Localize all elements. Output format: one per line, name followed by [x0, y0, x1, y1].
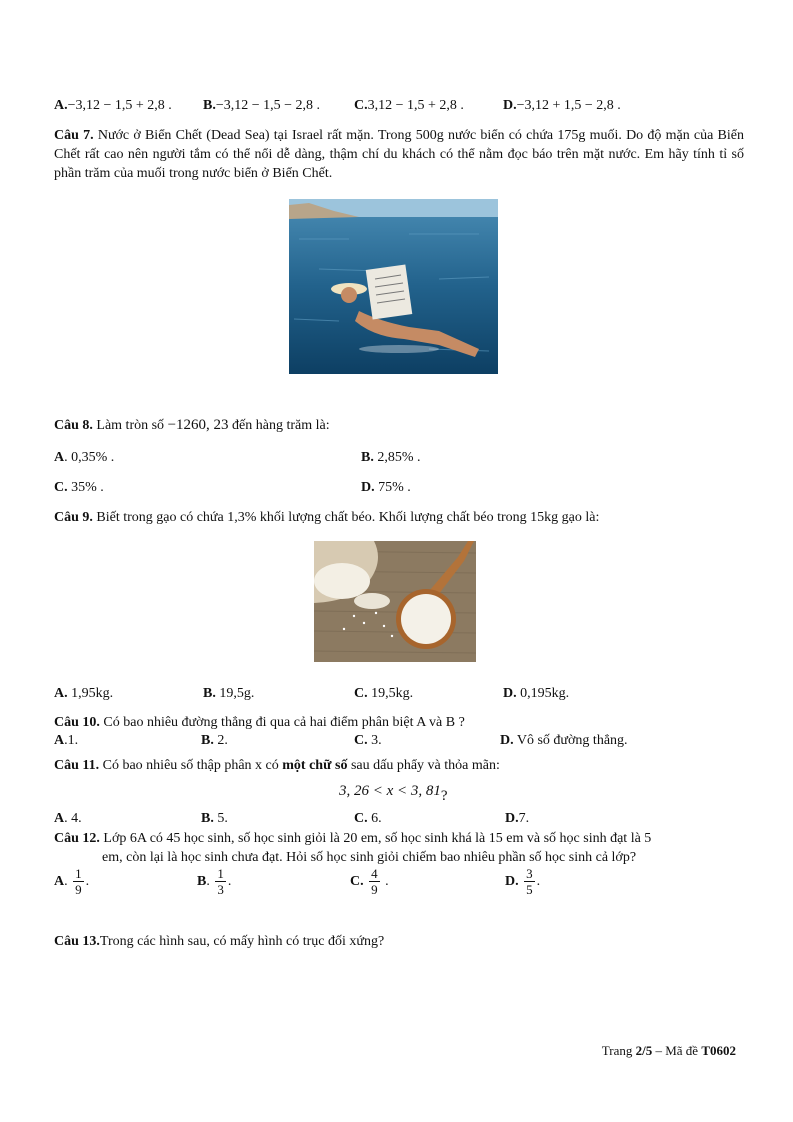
option-label: D. — [503, 686, 517, 701]
q10-option-a — [54, 731, 78, 750]
numerator: 1 — [217, 866, 224, 881]
inequality-text: 3, 26 < x < 3, 81 — [339, 783, 441, 799]
option-text: .1. — [64, 733, 79, 748]
q9-option-c — [354, 684, 413, 703]
option-label: A — [54, 811, 65, 826]
option-text: 2,85% . — [377, 450, 421, 465]
option-text: 1,95kg. — [71, 686, 114, 701]
option-text: −3,12 − 1,5 + 2,8 . — [67, 98, 172, 113]
option-text: . 0,35% . — [64, 450, 115, 465]
option-label: A — [54, 874, 65, 889]
question-text-bold: một chữ số — [282, 758, 348, 773]
q11-option-a — [54, 809, 82, 828]
option-text: 3,12 − 1,5 + 2,8 . — [367, 98, 464, 113]
q12-option-c: C. $\frac{4}{9}$ . — [350, 866, 389, 897]
question-text: Làm tròn số — [96, 418, 165, 433]
q6-option-a — [54, 96, 172, 115]
footer-code: T0602 — [701, 1043, 736, 1058]
q9-option-d — [503, 684, 569, 703]
option-label: C. — [350, 874, 364, 889]
footer-code-label: Mã đề — [665, 1043, 699, 1058]
option-text: −3,12 + 1,5 − 2,8 . — [516, 98, 621, 113]
option-label: D. — [505, 874, 519, 889]
q8-option-b — [361, 448, 421, 467]
dead-sea-photo — [289, 199, 498, 374]
question-text-after: sau dấu phẩy và thỏa mãn: — [350, 758, 500, 773]
option-text: 3. — [371, 733, 382, 748]
question-label: Câu 7. — [54, 128, 94, 143]
q11-question — [54, 756, 500, 775]
q8-option-a — [54, 448, 114, 467]
denominator: 9 — [75, 882, 82, 897]
q11-inequality — [339, 782, 448, 804]
q11-option-c — [354, 809, 382, 828]
option-label: B. — [201, 733, 214, 748]
option-text: 19,5g. — [219, 686, 255, 701]
fraction — [73, 866, 84, 897]
dead-sea-illustration — [289, 199, 498, 374]
q12-question-line2 — [102, 848, 636, 867]
numerator: 4 — [371, 866, 378, 881]
option-text: 6. — [371, 811, 382, 826]
q11-option-d — [505, 809, 529, 828]
inequality-question-mark: ? — [440, 788, 448, 804]
q12-option-b: B. $\frac{1}{3}$ . — [197, 866, 232, 897]
q12-option-d: D. $\frac{3}{5}$ . — [505, 866, 541, 897]
fraction — [215, 866, 226, 897]
q13-question — [54, 932, 384, 951]
numerator: 3 — [526, 866, 533, 881]
question-text-after: đến hàng trăm là: — [232, 418, 330, 433]
fraction — [369, 866, 380, 897]
q10-question — [54, 713, 465, 732]
option-text: 35% . — [71, 480, 104, 495]
question-text: Có bao nhiêu số thập phân x có — [102, 758, 279, 773]
option-label: A. — [54, 686, 68, 701]
option-label: D. — [361, 480, 375, 495]
option-label: C. — [354, 733, 368, 748]
q9-option-a — [54, 684, 113, 703]
q8-option-c — [54, 478, 104, 497]
option-text: . 4. — [64, 811, 82, 826]
option-text: 5. — [217, 811, 228, 826]
numerator: 1 — [75, 866, 82, 881]
q10-option-b — [201, 731, 228, 750]
question-text: em, còn lại là học sinh chưa đạt. Hỏi số học sinh giỏi chiếm bao nhiêu phần số học sinh cả lớp? — [102, 850, 637, 865]
fraction — [524, 866, 535, 897]
q12-option-a: A. $\frac{1}{9}$ . — [54, 866, 90, 897]
question-label: Câu 13. — [54, 934, 100, 949]
option-text: −3,12 − 1,5 − 2,8 . — [215, 98, 321, 113]
option-label: A — [54, 450, 65, 465]
option-text: 0,195kg. — [520, 686, 570, 701]
q7-question — [54, 126, 744, 183]
q6-option-d — [503, 96, 621, 115]
q9-question — [54, 508, 599, 527]
option-label: D. — [503, 98, 517, 113]
option-label: D. — [505, 811, 519, 826]
option-text: 75% . — [378, 480, 411, 495]
option-label: A — [54, 733, 65, 748]
q12-question-line1 — [54, 829, 651, 848]
option-label: B. — [201, 811, 214, 826]
question-label: Câu 8. — [54, 418, 93, 433]
option-text: Vô số đường thẳng. — [516, 733, 628, 748]
question-label: Câu 9. — [54, 510, 93, 525]
option-label: B. — [203, 98, 216, 113]
question-text: Trong các hình sau, có mấy hình có trục đối xứng? — [99, 934, 385, 949]
q9-option-b — [203, 684, 254, 703]
option-text: 19,5kg. — [371, 686, 414, 701]
option-label: C. — [354, 811, 368, 826]
question-text: Có bao nhiêu đường thẳng đi qua cả hai điểm phân biệt A và B ? — [103, 715, 465, 730]
option-text: 2. — [217, 733, 228, 748]
rice-illustration — [314, 541, 476, 662]
option-label: C. — [354, 686, 368, 701]
option-label: B. — [361, 450, 374, 465]
q6-option-c — [354, 96, 464, 115]
question-text: Nước ở Biển Chết (Dead Sea) tại Israel rất mặn. Trong 500g nước biển có chứa 175g muối. Do độ mặn của Biển Chết rất cao nên người tắm có thể nổi dễ dàng, thậm chí du khách có thể nằm đọc báo trên mặt nước. Em hãy tính tỉ số phần trăm của muối trong nước biển ở Biển Chết. — [54, 128, 744, 181]
option-label: A. — [54, 98, 68, 113]
page-footer — [602, 1041, 736, 1060]
option-text: 7. — [518, 811, 530, 826]
question-label: Câu 10. — [54, 715, 100, 730]
q8-question — [54, 416, 330, 435]
question-text: Biết trong gạo có chứa 1,3% khối lượng chất béo. Khối lượng chất béo trong 15kg gạo là: — [96, 510, 600, 525]
option-label: C. — [354, 98, 368, 113]
option-label: B — [197, 874, 207, 889]
denominator: 9 — [371, 882, 378, 897]
option-label: C. — [54, 480, 68, 495]
q11-option-b — [201, 809, 228, 828]
q6-option-b — [203, 96, 320, 115]
question-text: Lớp 6A có 45 học sinh, số học sinh giỏi là 20 em, số học sinh khá là 15 em và số học sinh đạt là 5 — [103, 831, 652, 846]
q8-option-d — [361, 478, 411, 497]
footer-page-number: 2/5 — [635, 1043, 653, 1058]
option-label: D. — [500, 733, 514, 748]
denominator: 3 — [217, 882, 224, 897]
option-label: B. — [203, 686, 216, 701]
question-label: Câu 11. — [54, 758, 100, 773]
denominator: 5 — [526, 882, 533, 897]
q10-option-c — [354, 731, 382, 750]
question-number: −1260, 23 — [167, 417, 229, 433]
rice-photo — [314, 541, 476, 662]
question-label: Câu 12. — [54, 831, 100, 846]
footer-dash: – — [655, 1043, 662, 1058]
q10-option-d — [500, 731, 628, 750]
footer-page-prefix: Trang — [601, 1043, 633, 1058]
